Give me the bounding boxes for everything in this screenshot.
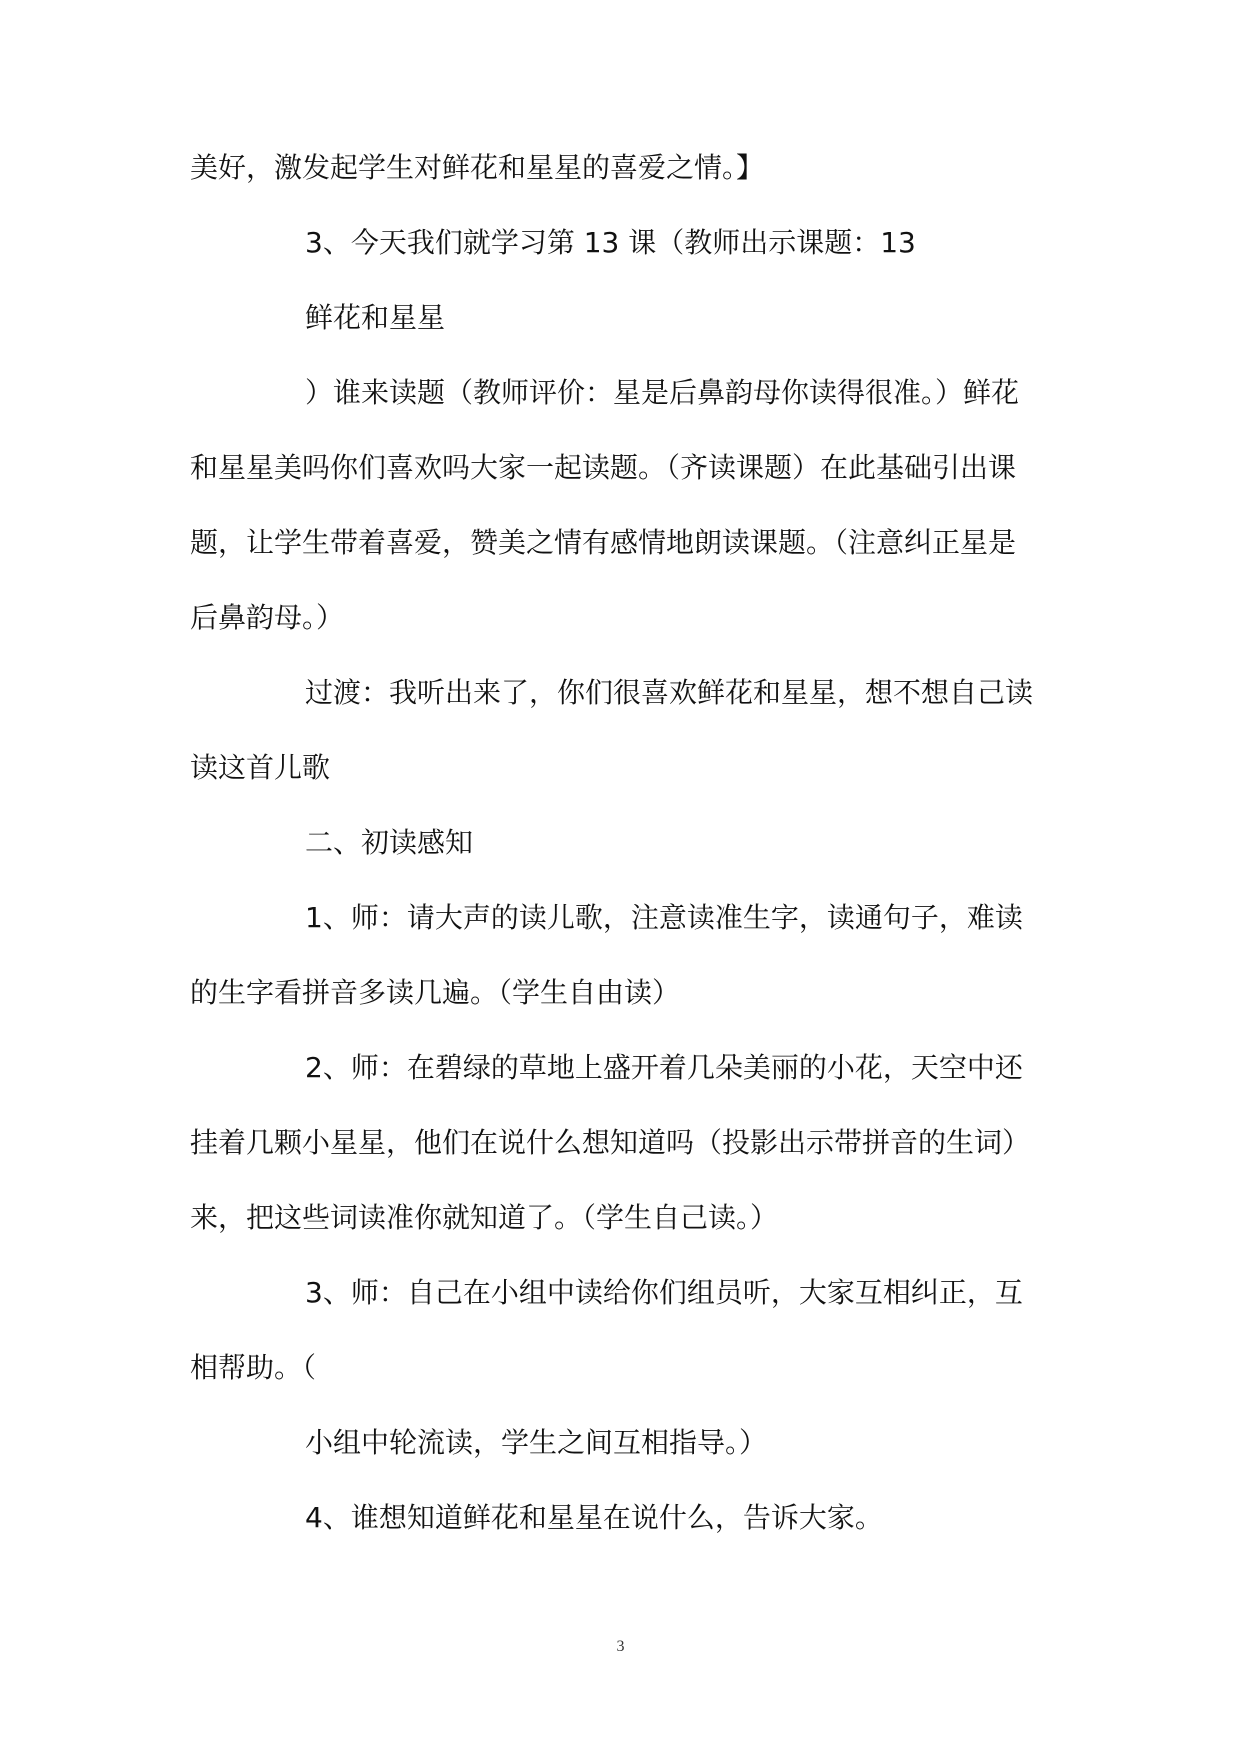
text-line: 4、谁想知道鲜花和星星在说什么，告诉大家。	[305, 1501, 883, 1534]
text-line: 题，让学生带着喜爱，赞美之情有感情地朗读课题。（注意纠正星是	[190, 526, 1017, 559]
section-heading: 二、初读感知	[305, 826, 474, 859]
text-line: 小组中轮流读，学生之间互相指导。）	[305, 1426, 768, 1459]
text-line: 过渡：我听出来了，你们很喜欢鲜花和星星，想不想自己读	[305, 676, 1034, 709]
text-line: 和星星美吗你们喜欢吗大家一起读题。（齐读课题）在此基础引出课	[190, 451, 1017, 484]
text-line: ）谁来读题（教师评价：星是后鼻韵母你读得很准。）鲜花	[305, 376, 1020, 409]
page-number: 3	[616, 1638, 625, 1655]
text-line: 相帮助。（	[190, 1351, 317, 1384]
text-line: 3、师：自己在小组中读给你们组员听，大家互相纠正，互	[305, 1276, 1023, 1309]
text-line: 鲜花和星星	[305, 301, 446, 334]
text-line: 读这首儿歌	[190, 751, 331, 784]
text-line: 挂着几颗小星星，他们在说什么想知道吗（投影出示带拼音的生词）	[190, 1126, 1031, 1159]
text-line: 的生字看拼音多读几遍。（学生自由读）	[190, 976, 681, 1009]
text-line: 来，把这些词读准你就知道了。（学生自己读。）	[190, 1201, 779, 1234]
text-line: 美好，激发起学生对鲜花和星星的喜爱之情。】	[190, 151, 765, 184]
text-line: 后鼻韵母。）	[190, 601, 345, 634]
text-line: 3、今天我们就学习第 13 课（教师出示课题：13	[305, 226, 916, 259]
text-line: 2、师：在碧绿的草地上盛开着几朵美丽的小花，天空中还	[305, 1051, 1023, 1084]
text-line: 1、师：请大声的读儿歌，注意读准生字，读通句子，难读	[305, 901, 1023, 934]
